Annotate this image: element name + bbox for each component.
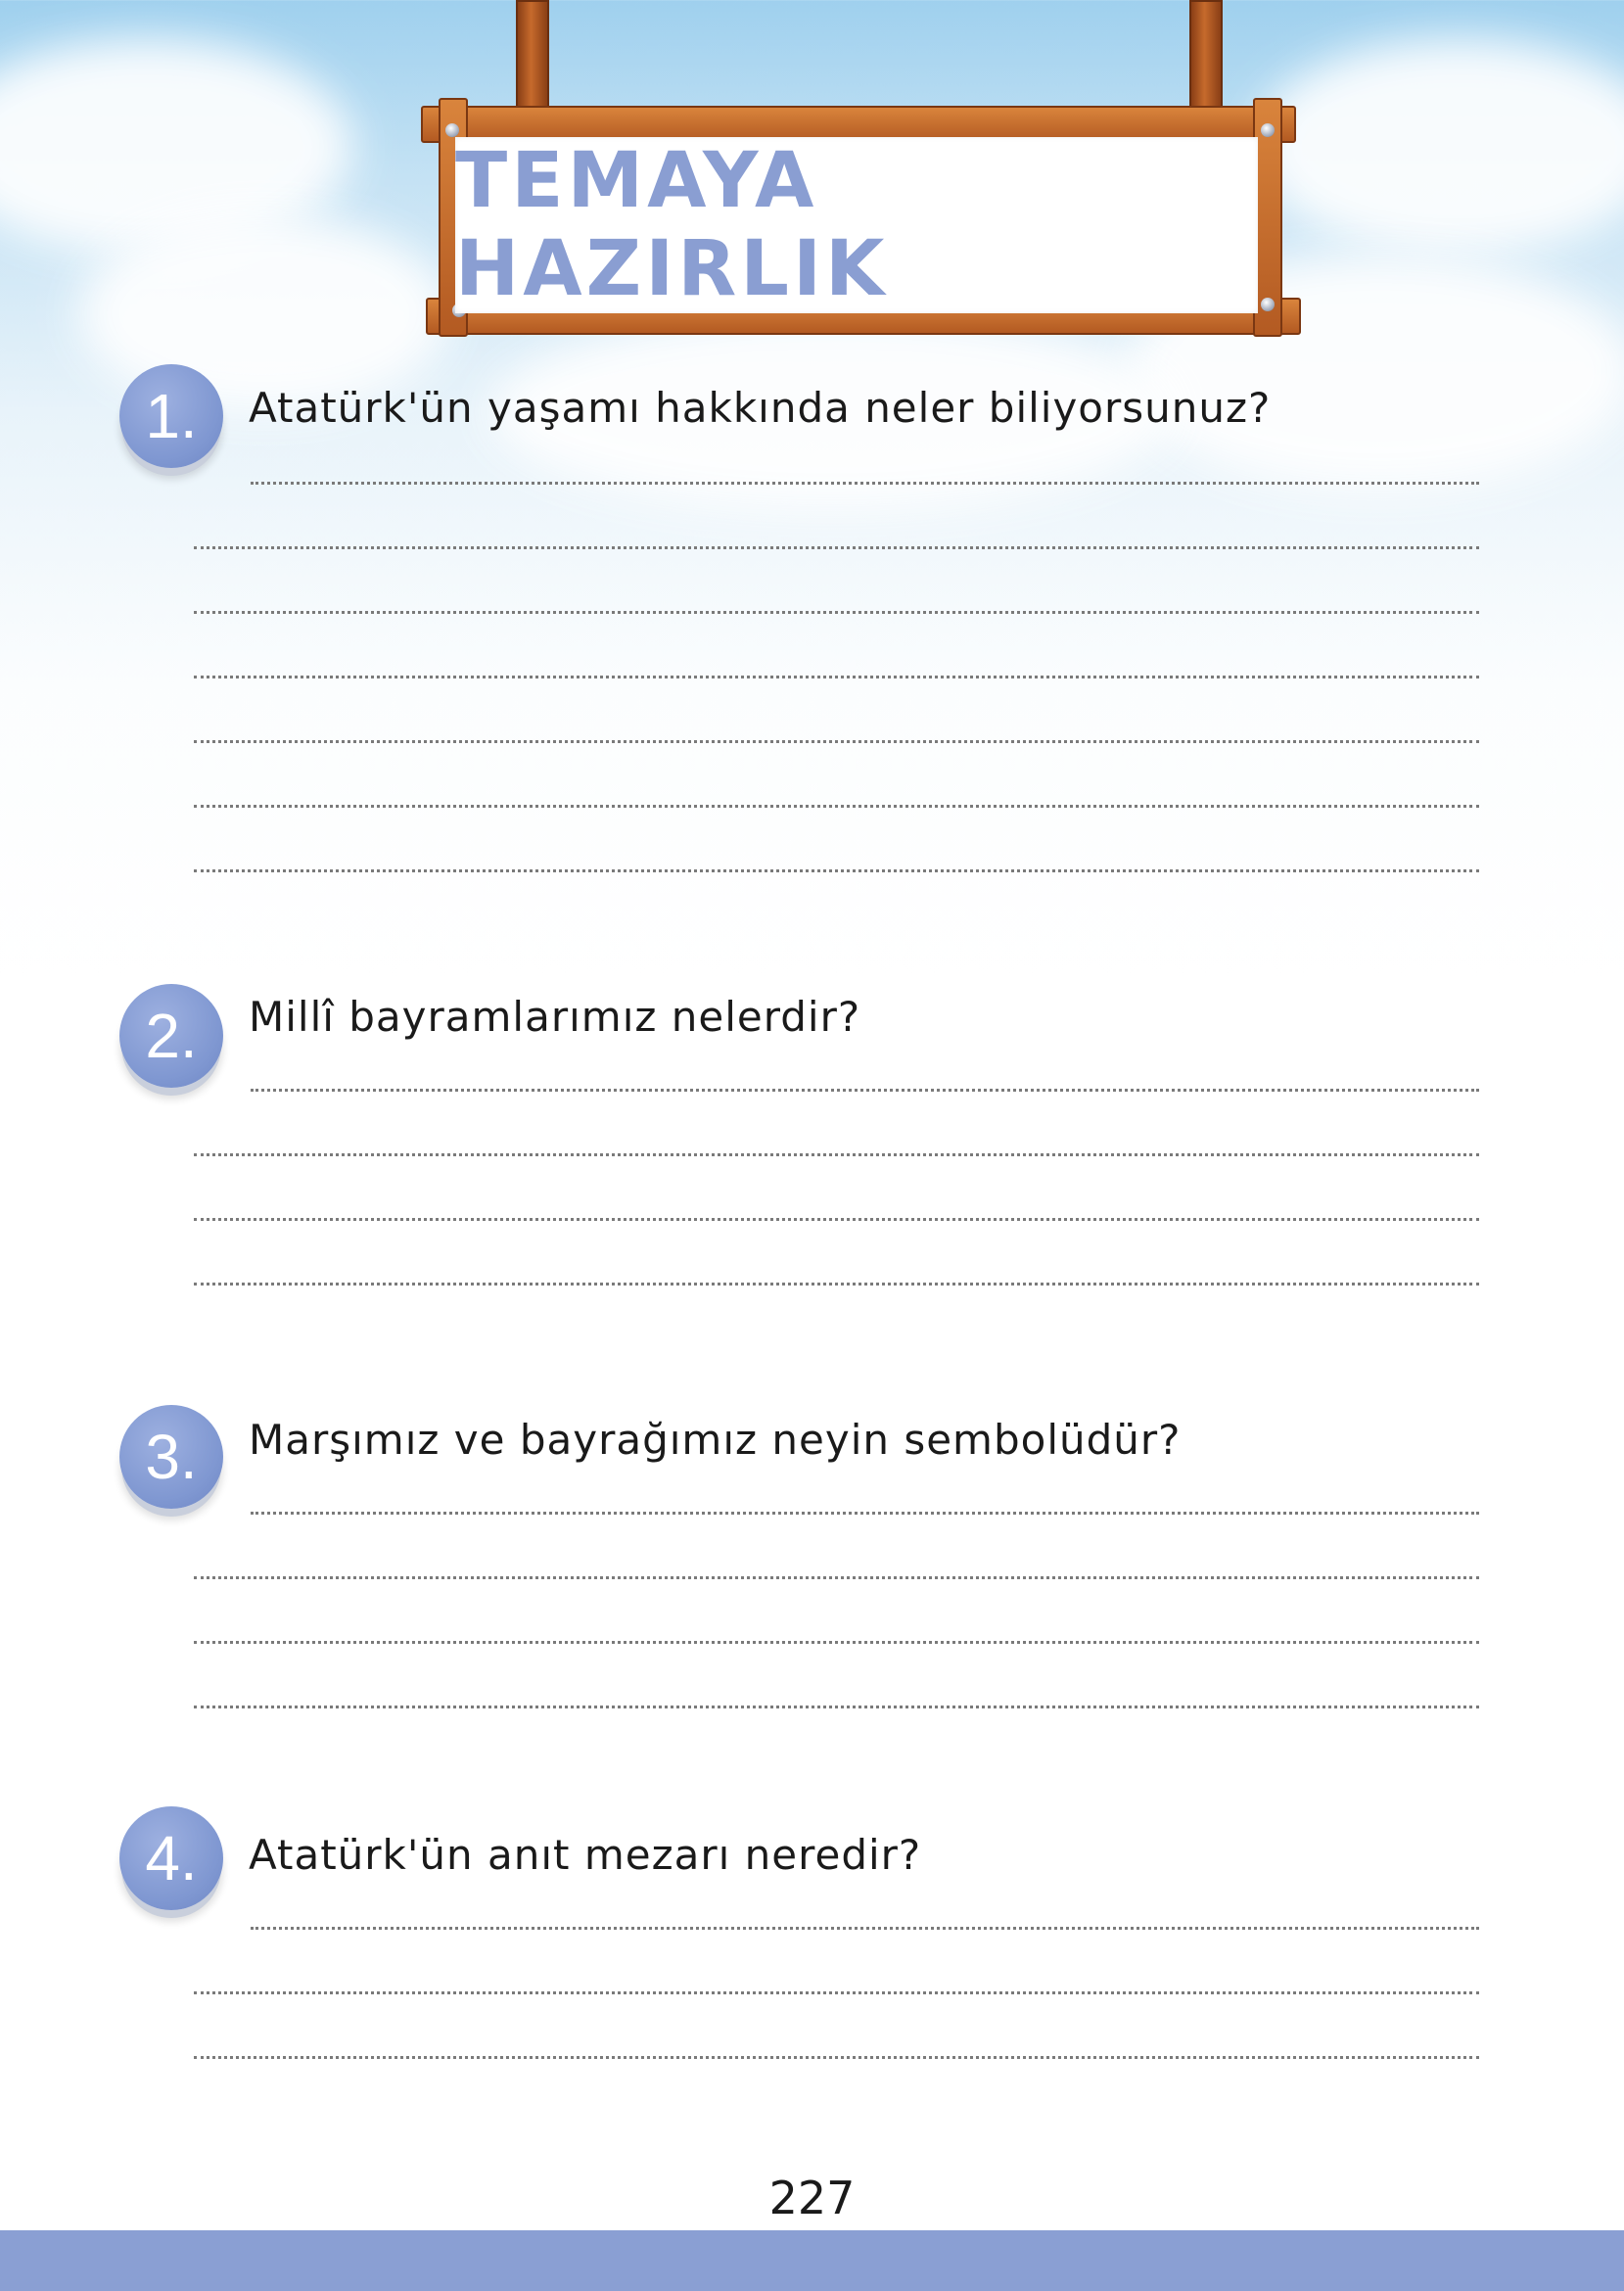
sign-post-right: [1189, 0, 1223, 121]
nail-icon: [445, 123, 459, 137]
answer-line[interactable]: [194, 1218, 1479, 1221]
answer-line[interactable]: [194, 869, 1479, 872]
question-text: Marşımız ve bayrağımız neyin sembolüdür?: [249, 1416, 1182, 1464]
answer-line[interactable]: [194, 1641, 1479, 1644]
answer-line[interactable]: [251, 1089, 1479, 1092]
question-number-badge: 1.: [119, 364, 223, 468]
answer-line[interactable]: [251, 482, 1479, 485]
question-number-badge: 2.: [119, 984, 223, 1088]
answer-line[interactable]: [194, 740, 1479, 743]
nail-icon: [1261, 298, 1275, 311]
answer-line[interactable]: [194, 1706, 1479, 1708]
answer-line[interactable]: [251, 1927, 1479, 1930]
answer-line[interactable]: [194, 1576, 1479, 1579]
answer-line[interactable]: [194, 546, 1479, 549]
sign-board: [455, 137, 1258, 313]
question-text: Millî bayramlarımız nelerdir?: [249, 993, 861, 1041]
page-title: TEMAYA HAZIRLIK: [455, 137, 889, 313]
answer-line[interactable]: [194, 2056, 1479, 2059]
answer-line[interactable]: [194, 1153, 1479, 1156]
cloud: [1253, 39, 1624, 255]
question-text: Atatürk'ün yaşamı hakkında neler biliyorsunuz?: [249, 384, 1272, 432]
answer-line[interactable]: [194, 1991, 1479, 1994]
answer-line[interactable]: [194, 676, 1479, 678]
question-number-badge: 3.: [119, 1405, 223, 1509]
answer-line[interactable]: [251, 1512, 1479, 1515]
nail-icon: [1261, 123, 1275, 137]
page-number: 227: [768, 2172, 856, 2224]
answer-line[interactable]: [194, 1283, 1479, 1286]
answer-line[interactable]: [194, 611, 1479, 614]
question-number-badge: 4.: [119, 1806, 223, 1910]
sign-post-left: [516, 0, 549, 121]
answer-line[interactable]: [194, 805, 1479, 808]
question-text: Atatürk'ün anıt mezarı neredir?: [249, 1831, 922, 1879]
footer-bar: [0, 2230, 1624, 2291]
